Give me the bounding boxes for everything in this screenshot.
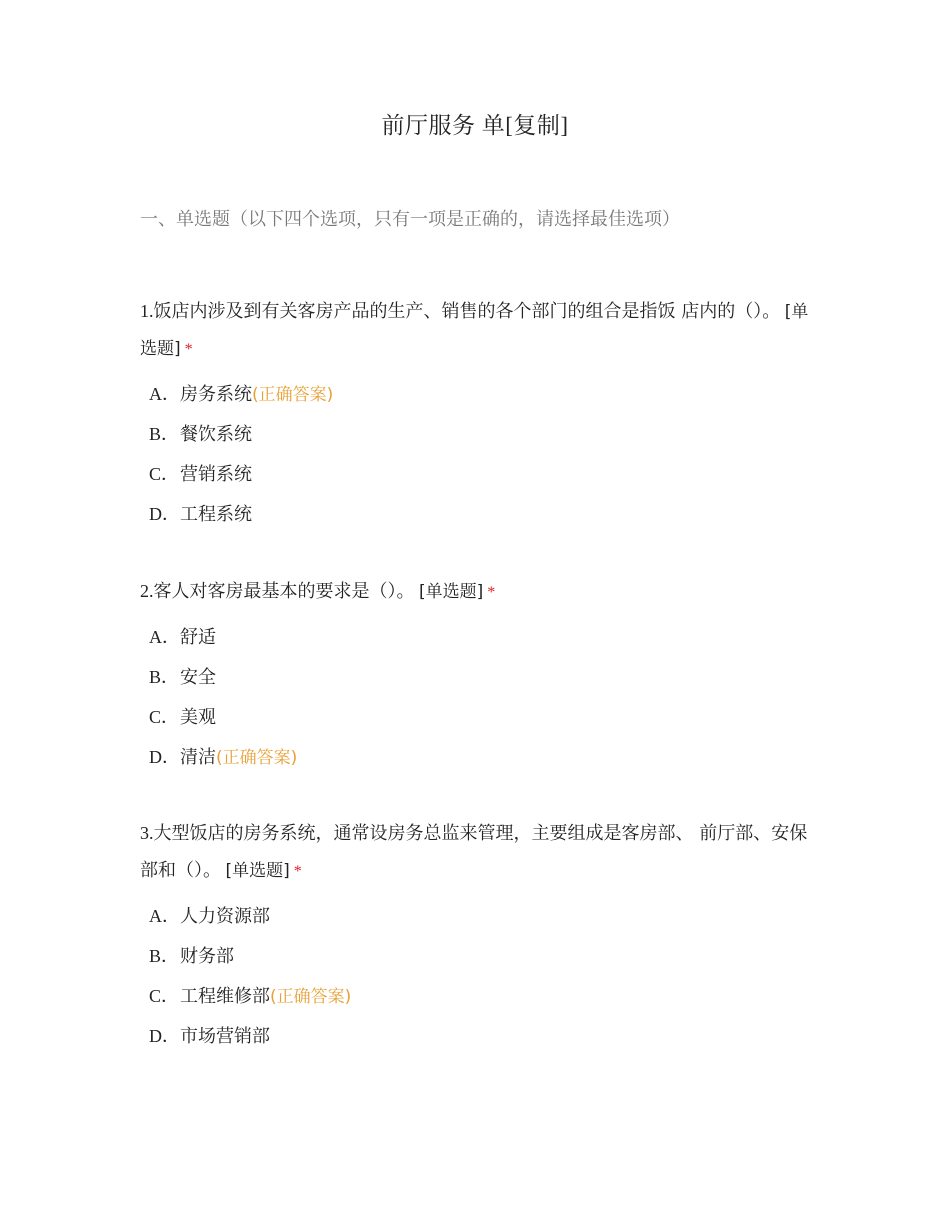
option-d[interactable] [140, 1016, 820, 1056]
option-list [140, 617, 820, 777]
required-mark: * [487, 584, 496, 601]
option-letter: D． [149, 504, 180, 524]
option-letter: A． [149, 906, 180, 926]
option-letter: C． [149, 986, 180, 1006]
option-c[interactable] [140, 454, 820, 494]
option-c[interactable] [140, 697, 820, 737]
option-b[interactable] [140, 657, 820, 697]
option-text: 营销系统 [180, 464, 252, 485]
option-text: 餐饮系统 [180, 424, 252, 445]
option-letter: C． [149, 707, 180, 727]
question-number: 3. [140, 823, 154, 843]
question-2 [140, 573, 820, 777]
section-heading: 一、单选题（以下四个选项，只有一项是正确的，请选择最佳选项） [140, 209, 680, 230]
question-number: 2. [140, 581, 154, 601]
option-text: 舒适 [180, 627, 216, 648]
option-text: 安全 [180, 667, 216, 688]
option-d[interactable] [140, 737, 820, 777]
option-text: 房务系统 [180, 384, 252, 405]
question-text: 大型饭店的房务系统，通常设房务总监来管理，主要组成是客房部、 前厅部、安保部和（）。 [140, 823, 808, 881]
option-letter: A． [149, 627, 180, 647]
option-letter: A． [149, 384, 180, 404]
question-type-label: [单选题] [225, 861, 290, 881]
option-list [140, 896, 820, 1056]
option-b[interactable] [140, 414, 820, 454]
option-a[interactable] [140, 617, 820, 657]
option-letter: C． [149, 464, 180, 484]
option-text: 清洁 [180, 747, 216, 768]
question-3 [140, 815, 820, 1056]
document-title: 前厅服务 单[复制] [381, 113, 569, 138]
option-a[interactable] [140, 896, 820, 936]
option-letter: B． [149, 946, 180, 966]
correct-answer-tag: (正确答案) [270, 987, 352, 1007]
required-mark: * [293, 863, 302, 880]
option-text: 财务部 [180, 946, 234, 967]
option-letter: D． [149, 1026, 180, 1046]
question-text: 客人对客房最基本的要求是（）。 [153, 581, 415, 602]
question-type-label: [单选题] [419, 582, 484, 602]
question-stem [140, 293, 820, 368]
option-c[interactable] [140, 976, 820, 1016]
option-text: 市场营销部 [180, 1026, 270, 1047]
required-mark: * [184, 341, 193, 358]
option-text: 工程系统 [180, 504, 252, 525]
question-text: 饭店内涉及到有关客房产品的生产、销售的各个部门的组合是指饭 店内的（）。 [153, 301, 781, 322]
question-type-label: [单选题] [140, 302, 809, 359]
correct-answer-tag: (正确答案) [252, 385, 334, 405]
question-1 [140, 293, 820, 534]
option-d[interactable] [140, 494, 820, 534]
question-stem [140, 573, 820, 611]
option-letter: B． [149, 667, 180, 687]
correct-answer-tag: (正确答案) [216, 748, 298, 768]
option-a[interactable] [140, 374, 820, 414]
option-letter: B． [149, 424, 180, 444]
option-list [140, 374, 820, 534]
option-text: 工程维修部 [180, 986, 270, 1007]
option-text: 人力资源部 [180, 906, 270, 927]
question-stem [140, 815, 820, 890]
option-letter: D． [149, 747, 180, 767]
question-number: 1. [140, 301, 154, 321]
option-text: 美观 [180, 707, 216, 728]
option-b[interactable] [140, 936, 820, 976]
